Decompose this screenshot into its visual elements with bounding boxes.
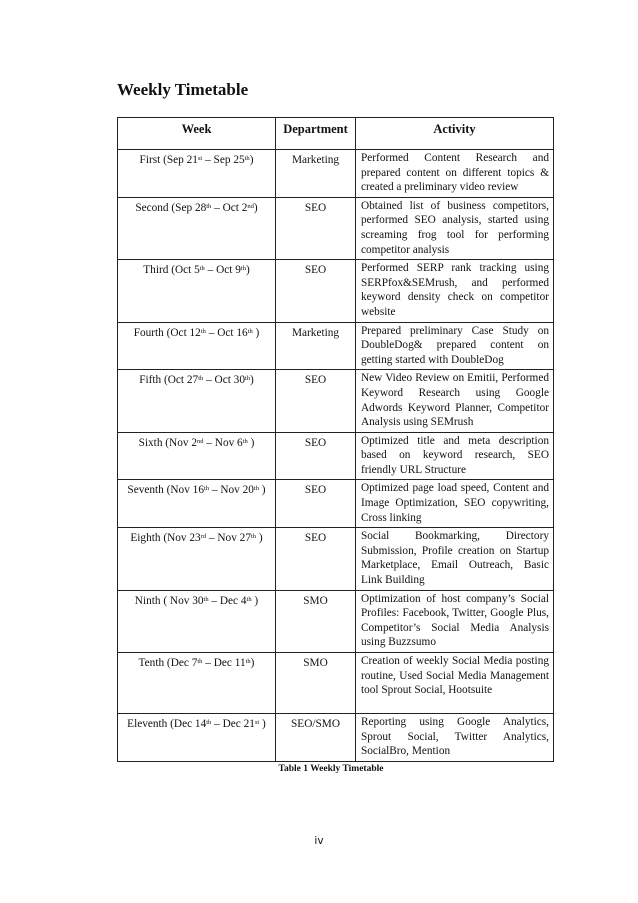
cell-activity: Prepared preliminary Case Study on DoubleDog& prepared content on getting started with DoubleDog <box>356 322 554 370</box>
cell-week <box>118 653 276 714</box>
page-heading: Weekly Timetable <box>117 80 249 99</box>
table-header-row <box>118 118 554 150</box>
week-label <box>139 437 255 449</box>
cell-week <box>118 322 276 370</box>
week-mid: – Dec 4 <box>208 594 247 607</box>
week-label <box>127 718 266 730</box>
column-header-activity: Activity <box>356 118 554 150</box>
week-mid: – Nov 27 <box>206 532 251 545</box>
week-pre: Fourth (Oct 12 <box>133 326 201 339</box>
cell-week <box>118 370 276 432</box>
week-post: ) <box>253 201 258 214</box>
week-mid: – Oct 2 <box>211 201 248 214</box>
week-label <box>134 327 260 339</box>
week-label <box>143 264 249 276</box>
cell-activity: Optimization of host company’s Social Profiles: Facebook, Twitter, Google Plus, Competitor’s Social Media Analysis using Buzzsumo <box>356 590 554 652</box>
cell-activity: Social Bookmarking, Directory Submission, Profile creation on Startup Marketplace, Email Outreach, Basic Link Building <box>356 528 554 590</box>
cell-week <box>118 197 276 259</box>
week-sup1: th <box>206 202 212 210</box>
cell-department: SEO <box>276 197 356 259</box>
cell-department: SEO <box>276 260 356 322</box>
week-mid: – Oct 9 <box>204 264 241 277</box>
cell-week <box>118 528 276 590</box>
column-header-week: Week <box>118 118 276 150</box>
cell-department: SMO <box>276 590 356 652</box>
cell-department: SEO <box>276 480 356 528</box>
week-pre: Sixth (Nov 2 <box>138 436 197 449</box>
week-pre: Fifth (Oct 27 <box>139 374 199 387</box>
table-row <box>118 197 554 259</box>
cell-department: Marketing <box>276 322 356 370</box>
week-sup1: th <box>206 719 212 726</box>
cell-activity: Optimized page load speed, Content and Image Optimization, SEO copywriting, Cross linking <box>356 480 554 528</box>
week-pre: Ninth ( Nov 30 <box>134 594 204 607</box>
week-post: ) <box>252 326 260 339</box>
week-sup1: th <box>203 595 209 603</box>
week-label <box>130 532 262 544</box>
week-post: ) <box>247 436 255 449</box>
week-sup2: th <box>240 265 246 273</box>
week-sup2: nd <box>247 202 254 210</box>
column-header-department: Department <box>276 118 356 150</box>
cell-activity: Performed SERP rank tracking using SERPfox&SEMrush, and performed keyword density check on competitor website <box>356 260 554 322</box>
week-post: ) <box>245 264 250 277</box>
week-mid: – Nov 6 <box>203 436 243 449</box>
cell-week <box>118 714 276 762</box>
week-pre: Second (Sep 28 <box>135 201 207 214</box>
cell-department: SEO/SMO <box>276 714 356 762</box>
cell-week <box>118 260 276 322</box>
table-row <box>118 322 554 370</box>
cell-activity: Reporting using Google Analytics, Sprout Social, Twitter Analytics, SocialBro, Mention <box>356 714 554 762</box>
week-post: ) <box>249 154 254 166</box>
week-mid: – Nov 20 <box>209 484 254 497</box>
week-post: ) <box>259 718 266 730</box>
week-sup2: th <box>242 437 248 445</box>
week-sup1: th <box>200 327 206 335</box>
week-label <box>139 374 254 386</box>
week-sup1: st <box>197 155 203 162</box>
table-row <box>118 590 554 652</box>
week-sup2: th <box>247 327 253 335</box>
week-pre: Seventh (Nov 16 <box>127 484 204 497</box>
week-mid: – Oct 16 <box>205 326 248 339</box>
cell-activity: Obtained list of business competitors, performed SEO analysis, started using screaming frog tool for performing competitor analysis <box>356 197 554 259</box>
table-row <box>118 370 554 432</box>
table-body <box>118 150 554 762</box>
week-sup2: th <box>245 658 251 665</box>
week-post: ) <box>256 532 263 545</box>
table-row <box>118 432 554 480</box>
week-pre: Eighth (Nov 23 <box>130 532 201 545</box>
week-label <box>135 202 257 214</box>
week-post: ) <box>251 594 259 607</box>
week-sup2: th <box>244 375 251 383</box>
weekly-timetable-table <box>117 117 554 762</box>
week-mid: – Oct 30 <box>203 374 245 387</box>
week-label <box>127 484 265 496</box>
cell-activity: New Video Review on Emitii, Performed Keyword Research using Google Adwords Keyword Planner, Competitor Analysis using SEMrush <box>356 370 554 432</box>
cell-week <box>118 432 276 480</box>
week-sup2: th <box>246 595 252 603</box>
week-post: ) <box>250 657 255 669</box>
table-row <box>118 714 554 762</box>
week-mid: – Dec 21 <box>211 718 255 730</box>
page-number: iv <box>314 835 324 847</box>
week-sup2: th <box>244 155 250 162</box>
cell-activity: Performed Content Research and prepared content on different topics & created a preliminary video review <box>356 150 554 198</box>
week-pre: Eleventh (Dec 14 <box>127 718 207 730</box>
week-sup1: rd <box>200 533 207 541</box>
cell-week <box>118 590 276 652</box>
table-row <box>118 480 554 528</box>
week-post: ) <box>250 374 254 387</box>
week-sup1: th <box>198 375 204 383</box>
week-sup2: th <box>250 533 257 541</box>
week-label <box>139 657 255 669</box>
week-mid: – Sep 25 <box>202 154 245 166</box>
cell-activity: Optimized title and meta description based on keyword research, SEO friendly URL Structure <box>356 432 554 480</box>
week-post: ) <box>258 484 266 497</box>
week-sup1: th <box>203 485 210 493</box>
table-caption-text: Table 1 Weekly Timetable <box>278 764 384 774</box>
week-sup1: th <box>197 658 203 665</box>
cell-week <box>118 480 276 528</box>
table-row <box>118 150 554 198</box>
cell-department: SEO <box>276 370 356 432</box>
cell-week <box>118 150 276 198</box>
week-sup2: th <box>253 485 259 493</box>
cell-department: SEO <box>276 432 356 480</box>
week-sup2: st <box>254 719 260 726</box>
cell-department: SMO <box>276 653 356 714</box>
week-sup1: nd <box>196 437 204 445</box>
week-label <box>135 595 258 607</box>
table-caption <box>0 764 638 774</box>
cell-department: SEO <box>276 528 356 590</box>
cell-department: Marketing <box>276 150 356 198</box>
week-pre: Tenth (Dec 7 <box>138 657 198 669</box>
cell-activity: Creation of weekly Social Media posting routine, Used Social Media Management tool Sprout Social, Hootsuite <box>356 653 554 714</box>
week-label <box>140 154 254 166</box>
table-row <box>118 528 554 590</box>
week-pre: First (Sep 21 <box>139 154 198 166</box>
week-sup1: th <box>199 265 205 273</box>
table-row <box>118 260 554 322</box>
week-pre: Third (Oct 5 <box>143 264 200 277</box>
table-row <box>118 653 554 714</box>
week-mid: – Dec 11 <box>202 657 246 669</box>
